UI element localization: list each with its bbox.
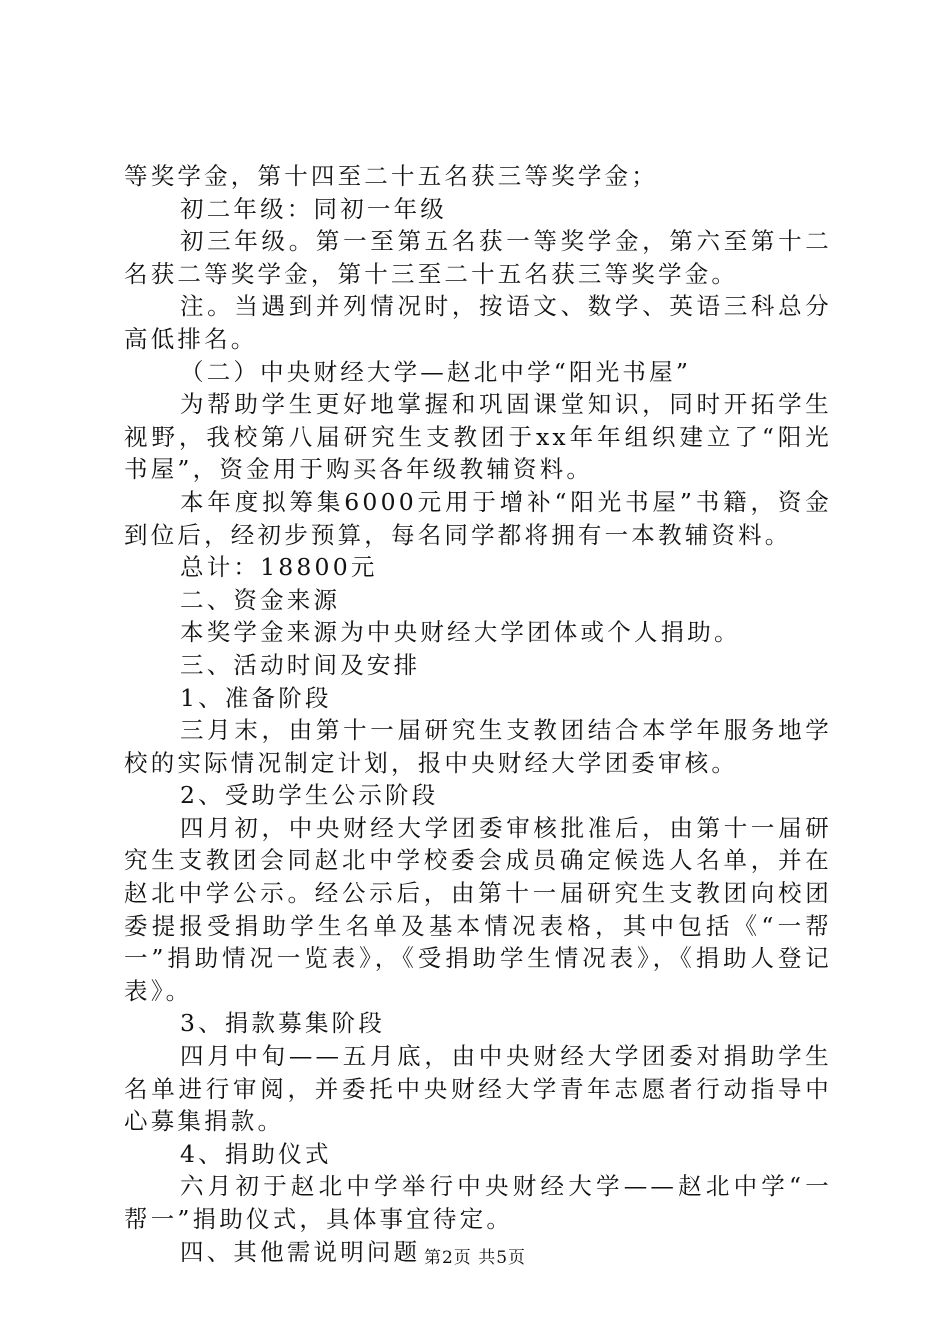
paragraph: 等奖学金，第十四至二十五名获三等奖学金； bbox=[124, 162, 658, 190]
paragraph: 初三年级。第一至第五名获一等奖学金，第六至第十二名获二等奖学金，第十三至二十五名获三等奖学金。 bbox=[124, 227, 832, 288]
paragraph: 二、资金来源 bbox=[180, 585, 341, 614]
paragraph: 总计：18800元 bbox=[180, 553, 378, 582]
paragraph: 1、准备阶段 bbox=[180, 683, 332, 712]
paragraph: 四月初，中央财经大学团委审核批准后，由第十一届研究生支教团会同赵北中学校委会成员确定候选人名单，并在赵北中学公示。经公示后，由第十一届研究生支教团向校团委提报受捐助学生名单及基本情况表格，其中包括《“一帮一”捐助情况一览表》，《受捐助学生情况表》，《捐助人登记表》。 bbox=[124, 813, 832, 1005]
paragraph: 为帮助学生更好地掌握和巩固课堂知识，同时开拓学生视野，我校第八届研究生支教团于xx年年组织建立了“阳光书屋”，资金用于购买各年级教辅资料。 bbox=[124, 390, 832, 484]
paragraph: 初二年级：同初一年级 bbox=[180, 194, 447, 223]
paragraph: 四、其他需说明问题 bbox=[180, 1237, 421, 1266]
paragraph: 2、受助学生公示阶段 bbox=[180, 781, 439, 810]
paragraph: 三月末，由第十一届研究生支教团结合本学年服务地学校的实际情况制定计划，报中央财经大学团委审核。 bbox=[124, 716, 832, 777]
paragraph: 4、捐助仪式 bbox=[180, 1139, 332, 1168]
paragraph: 本奖学金来源为中央财经大学团体或个人捐助。 bbox=[180, 618, 741, 647]
paragraph: 注。当遇到并列情况时，按语文、数学、英语三科总分高低排名。 bbox=[124, 292, 832, 353]
paragraph: 3、捐款募集阶段 bbox=[180, 1009, 386, 1038]
paragraph: 本年度拟筹集6000元用于增补“阳光书屋”书籍，资金到位后，经初步预算，每名同学都将拥有一本教辅资料。 bbox=[124, 487, 832, 549]
paragraph: 六月初于赵北中学举行中央财经大学——赵北中学“一帮一”捐助仪式，具体事宜待定。 bbox=[124, 1172, 832, 1233]
paragraph: （二）中央财经大学—赵北中学“阳光书屋” bbox=[180, 357, 692, 386]
paragraph: 四月中旬——五月底，由中央财经大学团委对捐助学生名单进行审阅，并委托中央财经大学青年志愿者行动指导中心募集捐款。 bbox=[124, 1042, 832, 1136]
page-number: 第2页 共5页 bbox=[423, 1248, 527, 1268]
document-body bbox=[124, 160, 832, 1268]
paragraph: 三、活动时间及安排 bbox=[180, 650, 421, 679]
page-footer bbox=[0, 1243, 950, 1268]
